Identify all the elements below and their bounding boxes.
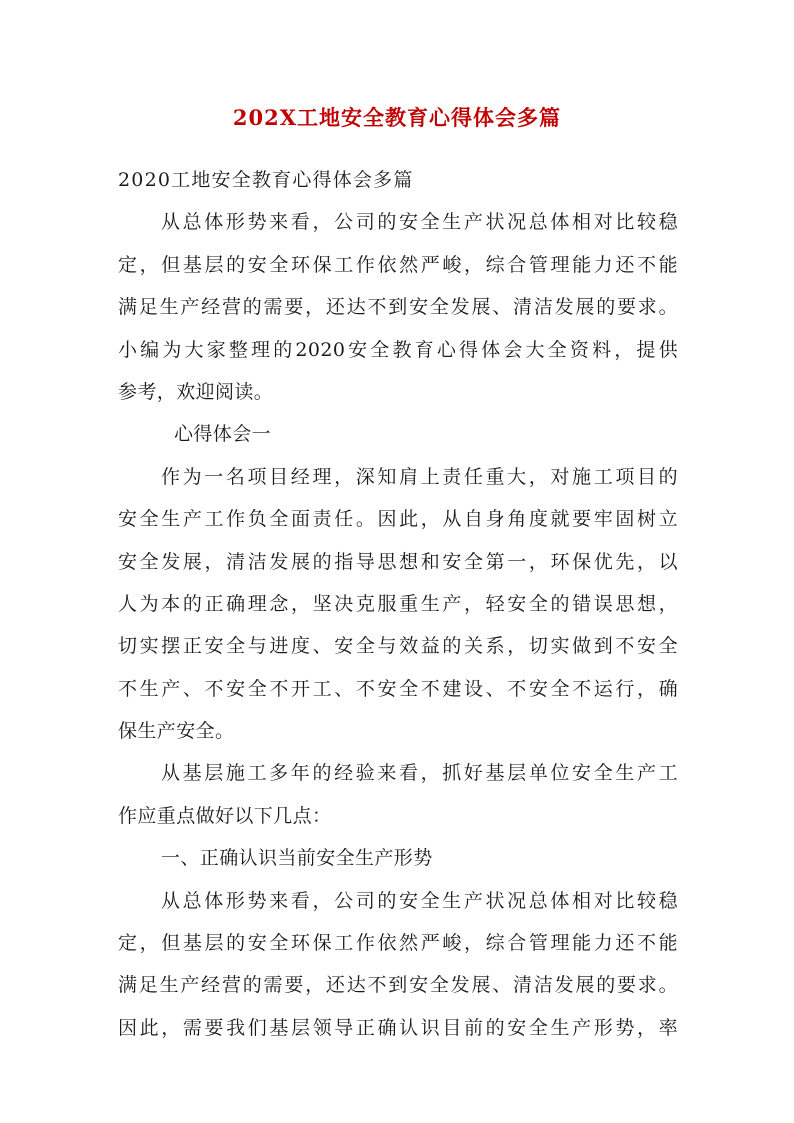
document-title: 202X工地安全教育心得体会多篇	[232, 105, 562, 130]
paragraph-line: 保生产安全。	[118, 720, 235, 743]
paragraph-line: 参考，欢迎阅读。	[118, 380, 274, 403]
paragraph-line: 作应重点做好以下几点：	[118, 804, 332, 827]
document-body	[118, 159, 678, 1049]
paragraph-line: 定，但基层的安全环保工作依然严峻，综合管理能力还不能	[118, 253, 678, 276]
paragraph-line: 不生产、不安全不开工、不安全不建设、不安全不运行，确	[118, 677, 678, 700]
paragraph-line: 安全发展，清洁发展的指导思想和安全第一，环保优先，以	[118, 550, 678, 573]
paragraph-line: 作为一名项目经理，深知肩上责任重大，对施工项目的	[161, 465, 678, 488]
paragraph-line: 因此，需要我们基层领导正确认识目前的安全生产形势，率	[118, 1016, 678, 1039]
paragraph-line: 满足生产经营的需要，还达不到安全发展、清洁发展的要求。	[118, 296, 678, 319]
paragraph-line: 从总体形势来看，公司的安全生产状况总体相对比较稳	[161, 889, 678, 912]
paragraph-line: 人为本的正确理念，坚决克服重生产，轻安全的错误思想，	[118, 592, 678, 615]
paragraph-line: 从总体形势来看，公司的安全生产状况总体相对比较稳	[161, 211, 678, 234]
section-heading: 心得体会一	[174, 423, 272, 446]
paragraph-line: 小编为大家整理的2020安全教育心得体会大全资料，提供	[118, 338, 678, 361]
paragraph-line: 满足生产经营的需要，还达不到安全发展、清洁发展的要求。	[118, 974, 678, 997]
paragraph-line: 定，但基层的安全环保工作依然严峻，综合管理能力还不能	[118, 932, 678, 955]
paragraph-line: 安全生产工作负全面责任。因此，从自身角度就要牢固树立	[118, 508, 678, 531]
subtitle-line: 2020工地安全教育心得体会多篇	[118, 169, 414, 191]
section-heading: 一、正确认识当前安全生产形势	[161, 847, 433, 870]
paragraph-line: 切实摆正安全与进度、安全与效益的关系，切实做到不安全	[118, 635, 678, 658]
paragraph-line: 从基层施工多年的经验来看，抓好基层单位安全生产工	[161, 762, 678, 785]
